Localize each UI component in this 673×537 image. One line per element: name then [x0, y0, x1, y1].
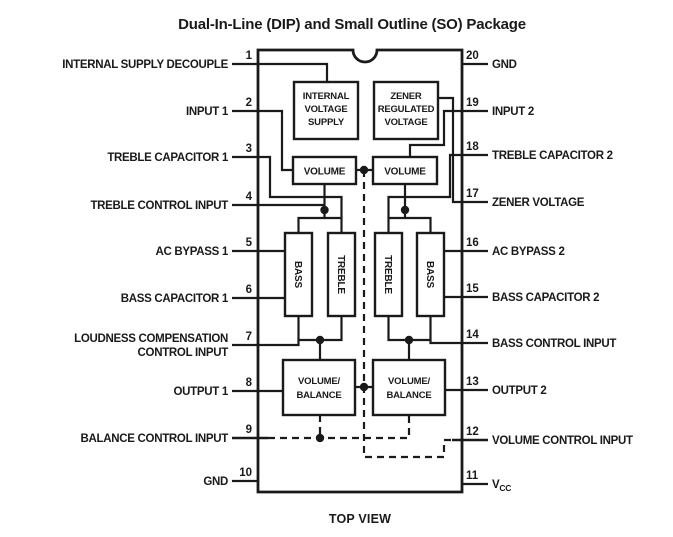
pin-number-16: 16	[466, 237, 479, 249]
pin-number-3: 3	[245, 143, 252, 155]
pin-label-volume-control-input: VOLUME CONTROL INPUT	[492, 435, 633, 447]
treble2-label: TREBLE	[382, 255, 393, 294]
pin-number-2: 2	[245, 97, 252, 109]
pin-number-13: 13	[466, 376, 479, 388]
internal-voltage-supply-label: VOLTAGE	[304, 104, 348, 115]
volume2-label: VOLUME	[384, 166, 426, 178]
pin-number-20: 20	[466, 50, 479, 62]
pin-label-balance-control-input: BALANCE CONTROL INPUT	[80, 433, 228, 445]
junction-dot	[316, 434, 324, 442]
pin-number-9: 9	[245, 424, 252, 436]
pin-label-output-2: OUTPUT 2	[492, 385, 547, 397]
pin-label-input-1: INPUT 1	[186, 106, 228, 118]
pin-label-bass-capacitor-2: BASS CAPACITOR 2	[492, 292, 600, 304]
zener-regulated-voltage-label: VOLTAGE	[384, 117, 428, 128]
treble1-label: TREBLE	[335, 255, 346, 294]
volume1-label: VOLUME	[303, 166, 346, 178]
pin-label-internal-supply-decouple: INTERNAL SUPPLY DECOUPLE	[62, 59, 228, 71]
pin-number-18: 18	[466, 141, 479, 153]
volume-balance2-block	[373, 360, 445, 415]
internal-voltage-supply-label: SUPPLY	[308, 117, 344, 128]
volume-balance1-block	[283, 360, 355, 415]
pin-number-17: 17	[466, 188, 479, 200]
pin-number-14: 14	[466, 329, 479, 341]
zener-regulated-voltage-label: ZENER	[390, 91, 422, 102]
junction-dot	[360, 383, 368, 391]
volume-balance2-label: VOLUME/	[388, 376, 430, 387]
pin-label-input-2: INPUT 2	[492, 106, 534, 118]
pin-label-loudness-compensation: LOUDNESS COMPENSATION	[74, 333, 228, 345]
pin-number-6: 6	[245, 284, 252, 296]
bass2-label: BASS	[424, 261, 435, 288]
pin-number-1: 1	[245, 50, 252, 62]
pin-label-gnd-right: GND	[492, 59, 517, 71]
volume-balance2-label: BALANCE	[386, 390, 432, 401]
volume-balance1-label: VOLUME/	[298, 376, 340, 387]
pin-number-19: 19	[466, 97, 479, 109]
junction-dot	[401, 206, 409, 214]
volume-balance1-label: BALANCE	[296, 390, 342, 401]
pin-label-zener-voltage: ZENER VOLTAGE	[492, 197, 585, 209]
pin-label-treble-capacitor-2: TREBLE CAPACITOR 2	[492, 150, 613, 162]
junction-dot	[316, 336, 324, 344]
pin-label-bass-control-input: BASS CONTROL INPUT	[492, 338, 617, 350]
pin-number-5: 5	[245, 237, 252, 249]
diagram-title: Dual-In-Line (DIP) and Small Outline (SO) Package	[178, 16, 526, 33]
pin-label-ac-bypass-1: AC BYPASS 1	[155, 246, 228, 258]
pin-label-output-1: OUTPUT 1	[173, 386, 228, 398]
pin-number-8: 8	[245, 377, 252, 389]
bass1-label: BASS	[292, 261, 303, 288]
junction-dot	[405, 336, 413, 344]
pin-label-ac-bypass-2: AC BYPASS 2	[492, 246, 565, 258]
pin-number-11: 11	[466, 470, 479, 482]
zener-regulated-voltage-label: REGULATED	[377, 104, 435, 115]
pin-label-loudness-compensation: CONTROL INPUT	[137, 347, 228, 359]
pin-label-treble-capacitor-1: TREBLE CAPACITOR 1	[107, 152, 228, 164]
pin-label-vcc: $V_{CC}$	[492, 479, 512, 493]
junction-dot	[360, 166, 368, 174]
pin-number-12: 12	[466, 426, 479, 438]
pin-number-15: 15	[466, 283, 479, 295]
pin-number-10: 10	[239, 467, 252, 479]
top-view-caption: TOP VIEW	[328, 512, 392, 526]
pin-label-gnd-left: GND	[203, 476, 228, 488]
junction-dot	[320, 206, 328, 214]
pin-label-treble-control-input: TREBLE CONTROL INPUT	[90, 200, 228, 212]
pin-number-7: 7	[245, 331, 252, 343]
pin-label-bass-capacitor-1: BASS CAPACITOR 1	[120, 293, 228, 305]
pin-number-4: 4	[245, 191, 252, 203]
internal-voltage-supply-label: INTERNAL	[302, 91, 350, 102]
